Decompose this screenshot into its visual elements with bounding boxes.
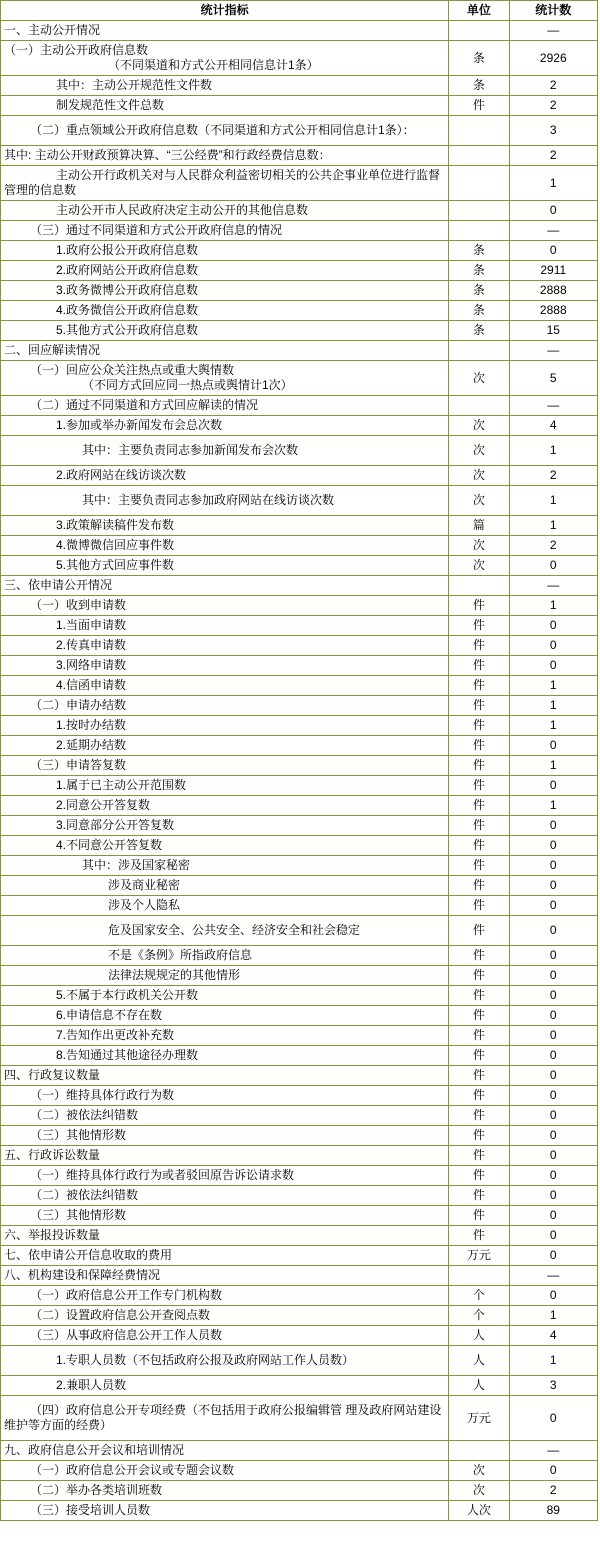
value-cell: 0 [509, 636, 597, 656]
unit-cell: 件 [449, 986, 509, 1006]
unit-cell: 人 [449, 1326, 509, 1346]
table-row [1, 1026, 598, 1046]
unit-cell: 件 [449, 1006, 509, 1026]
unit-cell: 人次 [449, 1501, 509, 1521]
table-row [1, 876, 598, 896]
indicator-cell: 3.政务微博公开政府信息数 [1, 281, 449, 301]
unit-cell: 篇 [449, 516, 509, 536]
indicator-cell: （二）举办各类培训班数 [1, 1481, 449, 1501]
indicator-cell: （二）通过不同渠道和方式回应解读的情况 [1, 396, 449, 416]
value-cell: — [509, 1441, 597, 1461]
table-row [1, 341, 598, 361]
indicator-cell: 2.兼职人员数 [1, 1376, 449, 1396]
value-cell: 2 [509, 466, 597, 486]
table-row [1, 796, 598, 816]
value-cell: 0 [509, 1066, 597, 1086]
unit-cell: 个 [449, 1306, 509, 1326]
indicator-cell: 1.属于已主动公开范围数 [1, 776, 449, 796]
indicator-cell: 2.传真申请数 [1, 636, 449, 656]
indicator-subline: （不同方式回应同一热点或舆情计1次） [82, 378, 293, 392]
table-row [1, 301, 598, 321]
value-cell: 1 [509, 696, 597, 716]
unit-cell: 件 [449, 1086, 509, 1106]
value-cell: 1 [509, 516, 597, 536]
unit-cell: 件 [449, 816, 509, 836]
table-row [1, 1376, 598, 1396]
unit-cell: 件 [449, 836, 509, 856]
unit-cell: 人 [449, 1346, 509, 1376]
unit-cell: 条 [449, 321, 509, 341]
indicator-cell: 九、政府信息公开会议和培训情况 [1, 1441, 449, 1461]
unit-cell [449, 1266, 509, 1286]
unit-cell: 次 [449, 1481, 509, 1501]
indicator-cell: 其中：主要负责同志参加政府网站在线访谈次数 [1, 486, 449, 516]
table-row [1, 596, 598, 616]
value-cell: 0 [509, 836, 597, 856]
table-row [1, 536, 598, 556]
table-row [1, 21, 598, 41]
indicator-cell: 6.申请信息不存在数 [1, 1006, 449, 1026]
unit-cell: 次 [449, 436, 509, 466]
indicator-cell: 八、机构建设和保障经费情况 [1, 1266, 449, 1286]
table-row [1, 1226, 598, 1246]
unit-cell: 件 [449, 776, 509, 796]
indicator-cell: （一）维持具体行政行为数 [1, 1086, 449, 1106]
indicator-cell: 制发规范性文件总数 [1, 96, 449, 116]
header-unit: 单位 [449, 1, 509, 21]
value-cell: 0 [509, 201, 597, 221]
table-row [1, 1286, 598, 1306]
indicator-cell: 1.按时办结数 [1, 716, 449, 736]
indicator-cell: 5.其他方式公开政府信息数 [1, 321, 449, 341]
unit-cell [449, 116, 509, 146]
value-cell: 0 [509, 986, 597, 1006]
table-row [1, 361, 598, 396]
table-row [1, 261, 598, 281]
table-row [1, 836, 598, 856]
table-row [1, 556, 598, 576]
unit-cell: 次 [449, 536, 509, 556]
table-row [1, 221, 598, 241]
table-row [1, 436, 598, 466]
unit-cell [449, 1441, 509, 1461]
indicator-cell: 其中：主动公开规范性文件数 [1, 76, 449, 96]
indicator-cell: 一、主动公开情况 [1, 21, 449, 41]
value-cell: 0 [509, 816, 597, 836]
unit-cell: 件 [449, 1186, 509, 1206]
value-cell: — [509, 396, 597, 416]
table-row [1, 756, 598, 776]
unit-cell [449, 146, 509, 166]
value-cell: 0 [509, 1246, 597, 1266]
table-row [1, 716, 598, 736]
unit-cell: 件 [449, 1026, 509, 1046]
value-cell: — [509, 1266, 597, 1286]
indicator-cell: 涉及商业秘密 [1, 876, 449, 896]
indicator-cell: （一）收到申请数 [1, 596, 449, 616]
table-row [1, 1206, 598, 1226]
value-cell: 2926 [509, 41, 597, 76]
value-cell: — [509, 21, 597, 41]
value-cell: 0 [509, 736, 597, 756]
indicator-cell: 1.政府公报公开政府信息数 [1, 241, 449, 261]
indicator-cell [1, 41, 449, 76]
indicator-cell: 4.政务微信公开政府信息数 [1, 301, 449, 321]
indicator-cell: 2.政府网站在线访谈次数 [1, 466, 449, 486]
unit-cell: 件 [449, 716, 509, 736]
value-cell: 0 [509, 1146, 597, 1166]
value-cell: 1 [509, 716, 597, 736]
value-cell: 1 [509, 796, 597, 816]
unit-cell: 条 [449, 76, 509, 96]
table-row [1, 576, 598, 596]
table-row [1, 1326, 598, 1346]
value-cell: 0 [509, 856, 597, 876]
unit-cell: 次 [449, 361, 509, 396]
table-row [1, 816, 598, 836]
unit-cell: 条 [449, 261, 509, 281]
unit-cell: 次 [449, 486, 509, 516]
table-row [1, 916, 598, 946]
indicator-cell: 其中：主要负责同志参加新闻发布会次数 [1, 436, 449, 466]
unit-cell: 件 [449, 1046, 509, 1066]
table-body [1, 21, 598, 1521]
unit-cell: 万元 [449, 1246, 509, 1266]
unit-cell: 件 [449, 796, 509, 816]
value-cell: 1 [509, 436, 597, 466]
indicator-cell: （三）接受培训人员数 [1, 1501, 449, 1521]
table-row [1, 656, 598, 676]
indicator-cell: （三）其他情形数 [1, 1126, 449, 1146]
table-row [1, 736, 598, 756]
table-row [1, 516, 598, 536]
table-row [1, 1461, 598, 1481]
indicator-cell: （三）申请答复数 [1, 756, 449, 776]
indicator-cell: 五、行政诉讼数量 [1, 1146, 449, 1166]
value-cell: 0 [509, 946, 597, 966]
unit-cell: 条 [449, 281, 509, 301]
unit-cell: 个 [449, 1286, 509, 1306]
table-row [1, 466, 598, 486]
table-row [1, 96, 598, 116]
unit-cell: 件 [449, 96, 509, 116]
indicator-cell: 2.延期办结数 [1, 736, 449, 756]
table-row [1, 1346, 598, 1376]
indicator-cell: 主动公开行政机关对与人民群众利益密切相关的公共企事业单位进行监督管理的信息数 [1, 166, 449, 201]
value-cell: 2888 [509, 281, 597, 301]
indicator-cell: 1.参加或举办新闻发布会总次数 [1, 416, 449, 436]
table-row [1, 1006, 598, 1026]
unit-cell: 件 [449, 676, 509, 696]
table-row [1, 676, 598, 696]
value-cell: 0 [509, 1126, 597, 1146]
indicator-cell: 四、行政复议数量 [1, 1066, 449, 1086]
indicator-subline: （不同渠道和方式公开相同信息计1条） [108, 58, 319, 72]
value-cell: 1 [509, 676, 597, 696]
value-cell: 0 [509, 1186, 597, 1206]
unit-cell [449, 396, 509, 416]
value-cell: 0 [509, 1026, 597, 1046]
unit-cell: 件 [449, 1226, 509, 1246]
unit-cell: 件 [449, 896, 509, 916]
value-cell: 1 [509, 166, 597, 201]
unit-cell: 件 [449, 876, 509, 896]
table-row [1, 966, 598, 986]
table-row [1, 116, 598, 146]
indicator-cell: 7.告知作出更改补充数 [1, 1026, 449, 1046]
indicator-cell [1, 361, 449, 396]
indicator-cell: 4.微博微信回应事件数 [1, 536, 449, 556]
value-cell: 0 [509, 1396, 597, 1441]
value-cell: — [509, 341, 597, 361]
table-row [1, 636, 598, 656]
value-cell: 0 [509, 1106, 597, 1126]
indicator-cell: （一）政府信息公开会议或专题会议数 [1, 1461, 449, 1481]
unit-cell: 件 [449, 946, 509, 966]
indicator-cell: 5.其他方式回应事件数 [1, 556, 449, 576]
indicator-cell: （二）重点领域公开政府信息数（不同渠道和方式公开相同信息计1条）： [1, 116, 449, 146]
value-cell: — [509, 576, 597, 596]
value-cell: 15 [509, 321, 597, 341]
table-row [1, 201, 598, 221]
table-row [1, 321, 598, 341]
table-header-row [1, 1, 598, 21]
table-row [1, 396, 598, 416]
unit-cell: 件 [449, 756, 509, 776]
indicator-cell: 3.政策解读稿件发布数 [1, 516, 449, 536]
value-cell: 2911 [509, 261, 597, 281]
table-row [1, 41, 598, 76]
value-cell: 2 [509, 536, 597, 556]
unit-cell [449, 576, 509, 596]
table-row [1, 1166, 598, 1186]
table-row [1, 696, 598, 716]
unit-cell: 万元 [449, 1396, 509, 1441]
value-cell: 0 [509, 616, 597, 636]
table-row [1, 281, 598, 301]
unit-cell: 件 [449, 1106, 509, 1126]
indicator-cell: 其中: 主动公开财政预算决算、“三公经费”和行政经费信息数： [1, 146, 449, 166]
indicator-cell: 4.信函申请数 [1, 676, 449, 696]
unit-cell: 件 [449, 736, 509, 756]
indicator-cell: （一）政府信息公开工作专门机构数 [1, 1286, 449, 1306]
table-row [1, 1306, 598, 1326]
indicator-cell: （三）通过不同渠道和方式公开政府信息的情况 [1, 221, 449, 241]
unit-cell: 件 [449, 696, 509, 716]
unit-cell [449, 201, 509, 221]
table-row [1, 896, 598, 916]
unit-cell: 次 [449, 416, 509, 436]
indicator-line: （一）主动公开政府信息数 [4, 43, 149, 57]
table-row [1, 1186, 598, 1206]
value-cell: 0 [509, 1086, 597, 1106]
indicator-cell: 1.当面申请数 [1, 616, 449, 636]
table-row [1, 1126, 598, 1146]
indicator-cell: 法律法规规定的其他情形 [1, 966, 449, 986]
value-cell: 0 [509, 1206, 597, 1226]
indicator-cell: 三、依申请公开情况 [1, 576, 449, 596]
value-cell: 0 [509, 1226, 597, 1246]
indicator-cell: 2.政府网站公开政府信息数 [1, 261, 449, 281]
table-row [1, 1106, 598, 1126]
table-row [1, 1441, 598, 1461]
indicator-cell: 危及国家安全、公共安全、经济安全和社会稳定 [1, 916, 449, 946]
indicator-cell: 主动公开市人民政府决定主动公开的其他信息数 [1, 201, 449, 221]
unit-cell: 人 [449, 1376, 509, 1396]
indicator-cell: （三）从事政府信息公开工作人员数 [1, 1326, 449, 1346]
unit-cell: 件 [449, 1166, 509, 1186]
value-cell: 0 [509, 776, 597, 796]
header-count: 统计数 [509, 1, 597, 21]
unit-cell: 条 [449, 301, 509, 321]
table-row [1, 776, 598, 796]
value-cell: 2 [509, 76, 597, 96]
table-row [1, 1396, 598, 1441]
unit-cell: 次 [449, 1461, 509, 1481]
table-row [1, 1501, 598, 1521]
table-row [1, 856, 598, 876]
unit-cell [449, 166, 509, 201]
unit-cell [449, 21, 509, 41]
value-cell: 0 [509, 241, 597, 261]
indicator-cell: （三）其他情形数 [1, 1206, 449, 1226]
unit-cell: 件 [449, 656, 509, 676]
indicator-cell: 2.同意公开答复数 [1, 796, 449, 816]
value-cell: 0 [509, 1286, 597, 1306]
value-cell: 0 [509, 966, 597, 986]
unit-cell: 次 [449, 556, 509, 576]
unit-cell: 件 [449, 1206, 509, 1226]
value-cell: 4 [509, 1326, 597, 1346]
table-row [1, 1046, 598, 1066]
table-row [1, 76, 598, 96]
table-row [1, 146, 598, 166]
value-cell: 0 [509, 656, 597, 676]
indicator-cell: （四）政府信息公开专项经费（不包括用于政府公报编辑管 理及政府网站建设维护等方面的经费） [1, 1396, 449, 1441]
indicator-cell: 4.不同意公开答复数 [1, 836, 449, 856]
unit-cell: 件 [449, 636, 509, 656]
value-cell: 1 [509, 596, 597, 616]
value-cell: 2 [509, 146, 597, 166]
unit-cell: 件 [449, 856, 509, 876]
value-cell: 0 [509, 1006, 597, 1026]
value-cell: 2 [509, 1481, 597, 1501]
value-cell: — [509, 221, 597, 241]
value-cell: 4 [509, 416, 597, 436]
indicator-cell: （一）维持具体行政行为或者驳回原告诉讼请求数 [1, 1166, 449, 1186]
header-indicator: 统计指标 [1, 1, 449, 21]
indicator-cell: 七、依申请公开信息收取的费用 [1, 1246, 449, 1266]
value-cell: 2888 [509, 301, 597, 321]
unit-cell: 条 [449, 41, 509, 76]
table-row [1, 986, 598, 1006]
unit-cell: 件 [449, 1066, 509, 1086]
indicator-cell: 二、回应解读情况 [1, 341, 449, 361]
table-row [1, 1066, 598, 1086]
value-cell: 1 [509, 1346, 597, 1376]
value-cell: 2 [509, 96, 597, 116]
indicator-line: （一）回应公众关注热点或重大舆情数 [30, 363, 235, 377]
unit-cell: 件 [449, 596, 509, 616]
value-cell: 0 [509, 1046, 597, 1066]
indicator-cell: 其中：涉及国家秘密 [1, 856, 449, 876]
value-cell: 89 [509, 1501, 597, 1521]
indicator-cell: 不是《条例》所指政府信息 [1, 946, 449, 966]
unit-cell: 条 [449, 241, 509, 261]
indicator-cell: 3.网络申请数 [1, 656, 449, 676]
table-row [1, 1266, 598, 1286]
value-cell: 1 [509, 756, 597, 776]
table-row [1, 1246, 598, 1266]
unit-cell: 件 [449, 616, 509, 636]
indicator-cell: 1.专职人员数（不包括政府公报及政府网站工作人员数） [1, 1346, 449, 1376]
value-cell: 0 [509, 876, 597, 896]
indicator-cell: （二）被依法纠错数 [1, 1106, 449, 1126]
unit-cell: 件 [449, 1126, 509, 1146]
indicator-cell: 8.告知通过其他途径办理数 [1, 1046, 449, 1066]
indicator-cell: 涉及个人隐私 [1, 896, 449, 916]
unit-cell: 件 [449, 916, 509, 946]
table-row [1, 1146, 598, 1166]
indicator-cell: （二）设置政府信息公开查阅点数 [1, 1306, 449, 1326]
table-row [1, 1481, 598, 1501]
table-row [1, 946, 598, 966]
indicator-cell: 5.不属于本行政机关公开数 [1, 986, 449, 1006]
table-row [1, 241, 598, 261]
unit-cell: 件 [449, 966, 509, 986]
unit-cell: 件 [449, 1146, 509, 1166]
table-row [1, 486, 598, 516]
indicator-cell: （二）被依法纠错数 [1, 1186, 449, 1206]
table-row [1, 616, 598, 636]
unit-cell [449, 341, 509, 361]
value-cell: 0 [509, 916, 597, 946]
table-row [1, 166, 598, 201]
indicator-cell: 六、举报投诉数量 [1, 1226, 449, 1246]
value-cell: 3 [509, 1376, 597, 1396]
value-cell: 0 [509, 1166, 597, 1186]
value-cell: 1 [509, 1306, 597, 1326]
table-row [1, 416, 598, 436]
value-cell: 3 [509, 116, 597, 146]
value-cell: 5 [509, 361, 597, 396]
indicator-cell: 3.同意部分公开答复数 [1, 816, 449, 836]
unit-cell [449, 221, 509, 241]
value-cell: 0 [509, 896, 597, 916]
indicator-cell: （二）申请办结数 [1, 696, 449, 716]
table-row [1, 1086, 598, 1106]
unit-cell: 次 [449, 466, 509, 486]
value-cell: 0 [509, 556, 597, 576]
value-cell: 0 [509, 1461, 597, 1481]
value-cell: 1 [509, 486, 597, 516]
